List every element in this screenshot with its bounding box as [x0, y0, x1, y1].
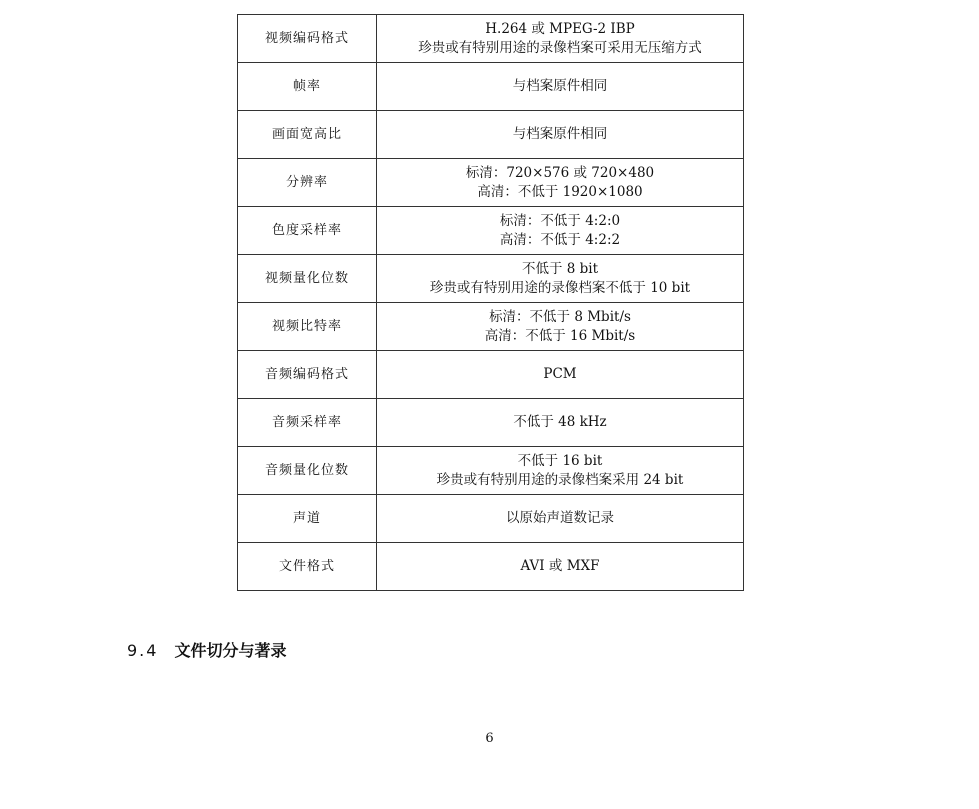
section-heading	[127, 638, 286, 661]
spec-value-line: 标清：720×576 或 720×480	[465, 164, 655, 181]
table-row	[238, 111, 744, 159]
table-row	[238, 15, 744, 63]
spec-value	[377, 159, 744, 207]
spec-label: 音频量化位数	[238, 447, 377, 495]
spec-value-line: 与档案原件相同	[512, 126, 608, 142]
spec-value-line: H.264 或 MPEG-2 IBP	[485, 20, 635, 37]
spec-value-line: 不低于 16 bit	[517, 452, 603, 469]
spec-value	[377, 543, 744, 591]
table-row	[238, 255, 744, 303]
table-row	[238, 399, 744, 447]
spec-label: 视频比特率	[238, 303, 377, 351]
page-number: 6	[485, 731, 494, 746]
spec-label: 声道	[238, 495, 377, 543]
spec-value	[377, 399, 744, 447]
table-row	[238, 495, 744, 543]
spec-value	[377, 351, 744, 399]
table-row	[238, 159, 744, 207]
spec-label: 画面宽高比	[238, 111, 377, 159]
table-row	[238, 63, 744, 111]
spec-label: 分辨率	[238, 159, 377, 207]
spec-value-line: 以原始声道数记录	[506, 510, 614, 526]
spec-value-line: 高清：不低于 16 Mbit/s	[484, 327, 636, 344]
spec-value	[377, 447, 744, 495]
spec-value	[377, 63, 744, 111]
section-number: 9.4	[127, 641, 159, 660]
spec-value	[377, 303, 744, 351]
spec-value	[377, 255, 744, 303]
spec-value-line: 高清：不低于 1920×1080	[477, 183, 643, 200]
spec-label: 帧率	[238, 63, 377, 111]
spec-value-line: AVI 或 MXF	[520, 558, 600, 574]
spec-value-line: 高清：不低于 4:2:2	[499, 231, 621, 248]
spec-label: 音频编码格式	[238, 351, 377, 399]
table-row	[238, 303, 744, 351]
table-row	[238, 447, 744, 495]
table-row	[238, 207, 744, 255]
spec-value-line: 珍贵或有特别用途的录像档案不低于 10 bit	[429, 279, 691, 296]
spec-label: 色度采样率	[238, 207, 377, 255]
table-row	[238, 543, 744, 591]
spec-value-line: PCM	[543, 366, 577, 382]
spec-label: 视频量化位数	[238, 255, 377, 303]
spec-value	[377, 111, 744, 159]
spec-table-body	[238, 15, 744, 591]
section-title: 文件切分与著录	[174, 641, 287, 660]
spec-value-line: 标清：不低于 8 Mbit/s	[489, 308, 631, 325]
spec-value-line: 珍贵或有特别用途的录像档案采用 24 bit	[436, 471, 684, 488]
spec-value-line: 标清：不低于 4:2:0	[499, 212, 621, 229]
spec-value-line: 不低于 8 bit	[521, 260, 599, 277]
spec-label: 视频编码格式	[238, 15, 377, 63]
spec-table	[237, 14, 744, 591]
table-row	[238, 351, 744, 399]
spec-value	[377, 495, 744, 543]
spec-value	[377, 15, 744, 63]
spec-label: 文件格式	[238, 543, 377, 591]
spec-value-line: 不低于 48 kHz	[513, 414, 607, 430]
spec-value-line: 珍贵或有特别用途的录像档案可采用无压缩方式	[418, 39, 702, 56]
spec-value-line: 与档案原件相同	[512, 78, 608, 94]
spec-value	[377, 207, 744, 255]
spec-label: 音频采样率	[238, 399, 377, 447]
